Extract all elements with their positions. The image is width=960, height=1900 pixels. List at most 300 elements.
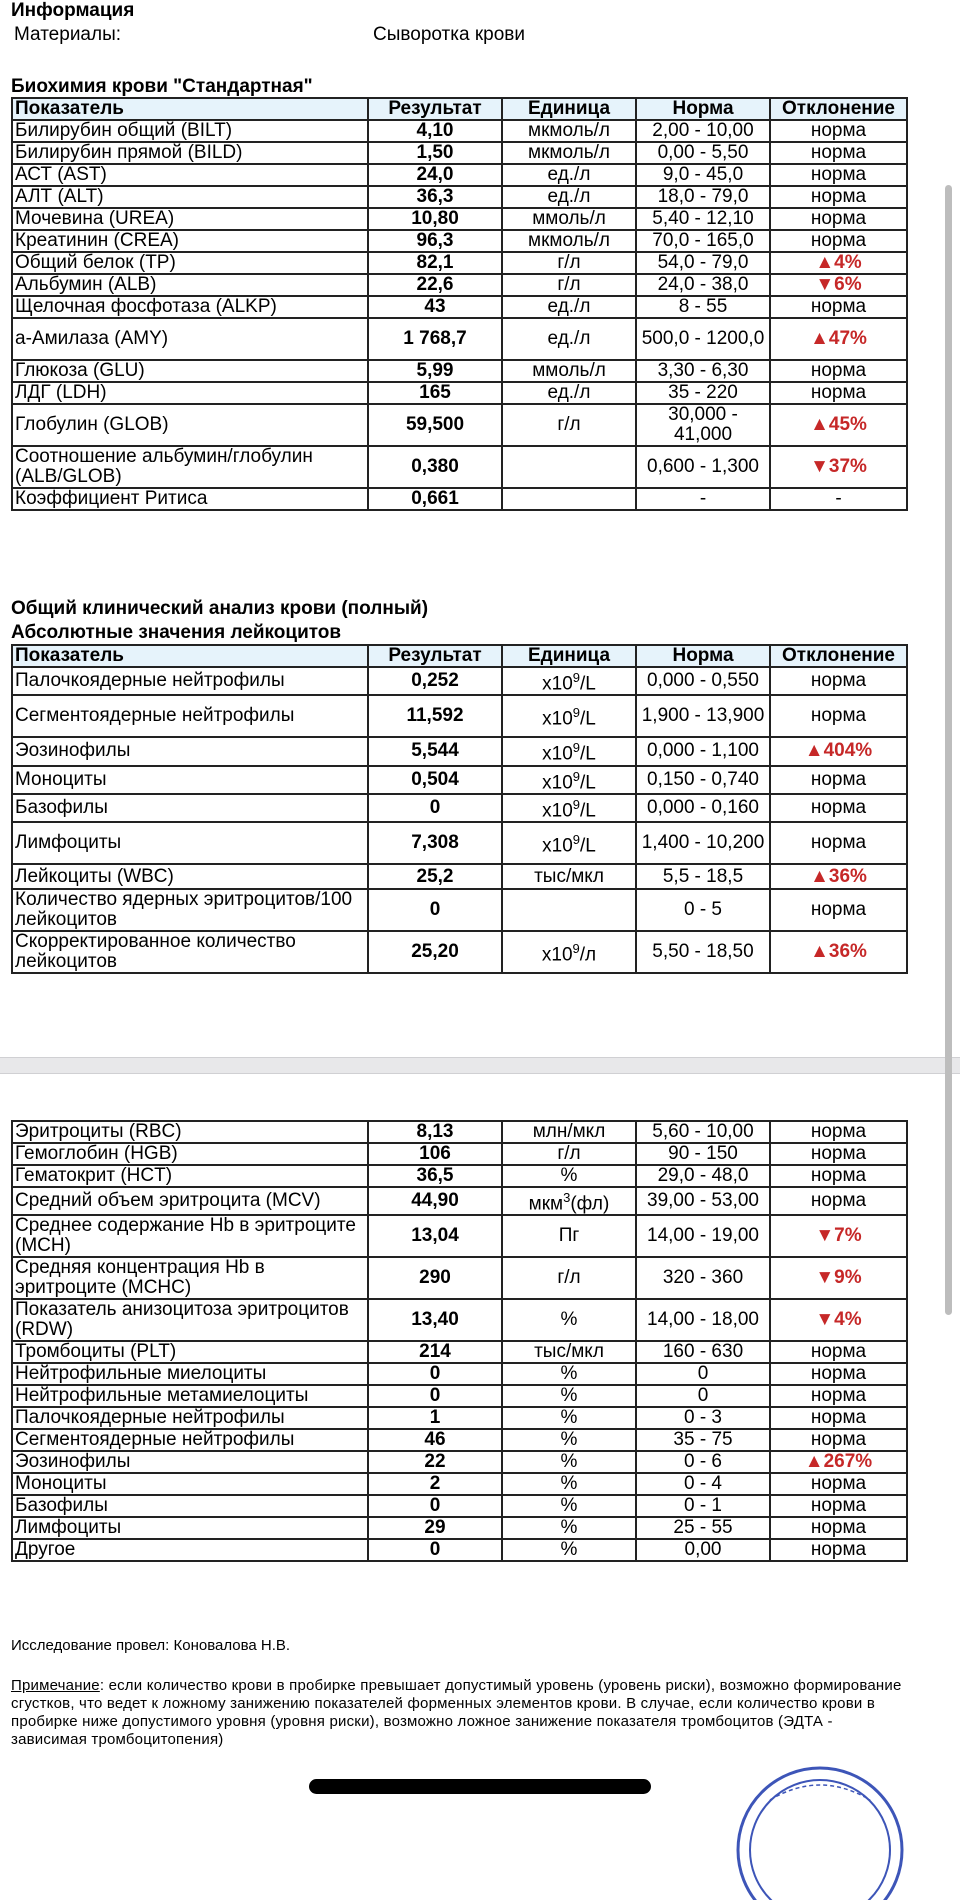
- result-value: 43: [368, 296, 502, 318]
- norm-range: 500,0 - 1200,0: [636, 318, 770, 360]
- deviation-cell: норма: [770, 1165, 907, 1187]
- indicator-name: Лимфоциты: [12, 822, 368, 864]
- deviation-cell: [770, 318, 907, 360]
- conducted-by: Исследование провел: Коновалова Н.В.: [11, 1637, 291, 1654]
- deviation-cell: норма: [770, 1363, 907, 1385]
- result-value: 82,1: [368, 252, 502, 274]
- table-row: [12, 1215, 907, 1257]
- col-unit-header: Единица: [502, 645, 636, 667]
- unit-suffix: /L: [580, 800, 596, 822]
- unit-cell: [502, 1451, 636, 1473]
- table-row: [12, 488, 907, 510]
- arrow-down-icon: ▼: [815, 274, 835, 295]
- deviation-cell: норма: [770, 360, 907, 382]
- arrow-up-icon: ▲: [804, 740, 824, 762]
- unit-cell: [502, 1341, 636, 1363]
- deviation-cell: норма: [770, 889, 907, 931]
- result-value: 8,13: [368, 1121, 502, 1143]
- table-row: [12, 120, 907, 142]
- unit-cell: [502, 1187, 636, 1215]
- indicator-name: Эозинофилы: [12, 1451, 368, 1473]
- result-value: 4,10: [368, 120, 502, 142]
- unit-text: %: [560, 1363, 578, 1385]
- col-indicator-header: Показатель: [12, 98, 368, 120]
- unit-text: %: [560, 1309, 578, 1331]
- deviation-value: 4%: [834, 252, 862, 273]
- unit-cell: [502, 1495, 636, 1517]
- table-row: [12, 360, 907, 382]
- indicator-name: Базофилы: [12, 1495, 368, 1517]
- norm-range: 0,000 - 1,100: [636, 737, 770, 765]
- unit-text: %: [560, 1495, 578, 1517]
- unit-cell: [502, 1299, 636, 1341]
- norm-range: 30,000 - 41,000: [636, 404, 770, 446]
- norm-range: 0,00 - 5,50: [636, 142, 770, 164]
- table-row: [12, 1451, 907, 1473]
- result-value: 29: [368, 1517, 502, 1539]
- table-row: [12, 931, 907, 973]
- norm-range: 5,40 - 12,10: [636, 208, 770, 230]
- biochem-title: Биохимия крови "Стандартная": [11, 76, 313, 97]
- deviation-cell: норма: [770, 208, 907, 230]
- indicator-name: Соотношение альбумин/глобулин (ALB/GLOB): [12, 446, 368, 488]
- norm-range: 54,0 - 79,0: [636, 252, 770, 274]
- deviation-cell: [770, 274, 907, 296]
- unit-text: %: [560, 1407, 578, 1429]
- table-row: [12, 404, 907, 446]
- deviation-cell: [770, 404, 907, 446]
- arrow-up-icon: ▲: [810, 328, 829, 349]
- indicator-name: Глобулин (GLOB): [12, 404, 368, 446]
- deviation-value: 9%: [834, 1267, 862, 1289]
- norm-range: 8 - 55: [636, 296, 770, 318]
- deviation-cell: норма: [770, 1539, 907, 1561]
- result-value: 22: [368, 1451, 502, 1473]
- deviation-value: 37%: [828, 456, 867, 477]
- deviation-value: 47%: [828, 328, 867, 349]
- norm-range: 1,400 - 10,200: [636, 822, 770, 864]
- table-row: [12, 667, 907, 695]
- deviation-cell: [770, 1257, 907, 1299]
- norm-range: 320 - 360: [636, 1257, 770, 1299]
- result-value: 106: [368, 1143, 502, 1165]
- deviation-cell: [770, 864, 907, 889]
- indicator-name: Показатель анизоцитоза эритроцитов (RDW): [12, 1299, 368, 1341]
- deviation-value: 6%: [834, 274, 862, 295]
- deviation-cell: норма: [770, 186, 907, 208]
- unit-suffix: (фл): [570, 1193, 610, 1215]
- unit-text: x10: [541, 944, 573, 966]
- unit-text: x10: [542, 771, 573, 793]
- indicator-name: Альбумин (ALB): [12, 274, 368, 296]
- result-value: 0,252: [368, 667, 502, 695]
- norm-range: 1,900 - 13,900: [636, 695, 770, 737]
- arrow-up-icon: ▲: [810, 865, 829, 887]
- arrow-up-icon: ▲: [815, 252, 835, 273]
- unit-cell: мкмоль/л: [502, 142, 636, 164]
- norm-range: 0 - 3: [636, 1407, 770, 1429]
- table-row: [12, 1257, 907, 1299]
- indicator-name: Мочевина (UREA): [12, 208, 368, 230]
- table-row: [12, 1385, 907, 1407]
- unit-cell: [502, 794, 636, 822]
- table-row: [12, 1539, 907, 1561]
- indicator-name: Сегментоядерные нейтрофилы: [12, 695, 368, 737]
- indicator-name: Скорректированное количество лейкоцитов: [12, 931, 368, 973]
- unit-cell: мкмоль/л: [502, 120, 636, 142]
- deviation-value: 45%: [828, 414, 867, 435]
- deviation-cell: [770, 1451, 907, 1473]
- table-row: [12, 296, 907, 318]
- deviation-cell: норма: [770, 1143, 907, 1165]
- norm-range: 35 - 220: [636, 382, 770, 404]
- result-value: 46: [368, 1429, 502, 1451]
- unit-cell: [502, 446, 636, 488]
- unit-text: г/л: [557, 1143, 581, 1164]
- table-row: [12, 1165, 907, 1187]
- table-row: [12, 1143, 907, 1165]
- result-value: 165: [368, 382, 502, 404]
- unit-cell: [502, 1121, 636, 1143]
- norm-range: 0 - 5: [636, 889, 770, 931]
- norm-range: 14,00 - 18,00: [636, 1299, 770, 1341]
- table-row: [12, 1429, 907, 1451]
- table-row: [12, 864, 907, 889]
- deviation-value: 404%: [823, 740, 873, 762]
- unit-cell: [502, 1407, 636, 1429]
- result-value: 13,04: [368, 1215, 502, 1257]
- deviation-cell: норма: [770, 667, 907, 695]
- indicator-name: Средний объем эритроцита (MCV): [12, 1187, 368, 1215]
- unit-cell: мкмоль/л: [502, 230, 636, 252]
- deviation-cell: норма: [770, 1473, 907, 1495]
- result-value: 0,661: [368, 488, 502, 510]
- deviation-cell: норма: [770, 1495, 907, 1517]
- table-header-row: [12, 98, 907, 120]
- col-result-header: Результат: [368, 98, 502, 120]
- unit-text: %: [560, 1165, 578, 1186]
- table-row: [12, 1341, 907, 1363]
- indicator-name: Палочкоядерные нейтрофилы: [12, 667, 368, 695]
- unit-exponent: 9: [572, 832, 580, 848]
- deviation-cell: [770, 1299, 907, 1341]
- unit-cell: [502, 1257, 636, 1299]
- norm-range: 0,600 - 1,300: [636, 446, 770, 488]
- unit-cell: г/л: [502, 274, 636, 296]
- unit-exponent: 9: [572, 768, 580, 784]
- indicator-name: Билирубин общий (BILT): [12, 120, 368, 142]
- norm-range: -: [636, 488, 770, 510]
- unit-text: млн/мкл: [532, 1121, 606, 1142]
- arrow-up-icon: ▲: [804, 1451, 824, 1473]
- deviation-cell: норма: [770, 1385, 907, 1407]
- arrow-down-icon: ▼: [810, 456, 829, 477]
- unit-text: %: [560, 1473, 578, 1495]
- result-value: 1: [368, 1407, 502, 1429]
- result-value: 13,40: [368, 1299, 502, 1341]
- note-text: : если количество крови в пробирке превышает допустимый уровень (уровень риски), возможно формирование сгустков, что ведет к ложному занижению показателей форменных элементов крови. В случае, если количество крови в пробирке ниже допустимого уровня (уровня риски), возможно ложное занижение показателя тромбоцитов (ЭДТА - зависимая тромбоцитопения): [11, 1677, 902, 1748]
- unit-cell: ед./л: [502, 318, 636, 360]
- result-value: 5,544: [368, 737, 502, 765]
- unit-exponent: 9: [572, 705, 580, 721]
- indicator-name: Нейтрофильные миелоциты: [12, 1363, 368, 1385]
- unit-cell: [502, 1143, 636, 1165]
- norm-range: 0,000 - 0,160: [636, 794, 770, 822]
- table-row: [12, 1299, 907, 1341]
- indicator-name: Другое: [12, 1539, 368, 1561]
- unit-text: x10: [542, 708, 573, 730]
- table-row: [12, 889, 907, 931]
- unit-suffix: /L: [580, 771, 596, 793]
- unit-cell: [502, 864, 636, 889]
- unit-text: %: [560, 1517, 578, 1539]
- unit-text: %: [560, 1451, 578, 1473]
- col-norm-header: Норма: [636, 645, 770, 667]
- materials-label: Материалы:: [14, 24, 122, 45]
- table-header-row: [12, 645, 907, 667]
- result-value: 36,5: [368, 1165, 502, 1187]
- unit-cell: [502, 667, 636, 695]
- unit-suffix: /L: [580, 673, 596, 695]
- indicator-name: Гематокрит (HCT): [12, 1165, 368, 1187]
- norm-range: 0 - 4: [636, 1473, 770, 1495]
- unit-cell: ммоль/л: [502, 360, 636, 382]
- unit-cell: [502, 1363, 636, 1385]
- norm-range: 0 - 1: [636, 1495, 770, 1517]
- deviation-cell: норма: [770, 382, 907, 404]
- deviation-cell: норма: [770, 120, 907, 142]
- unit-cell: [502, 1429, 636, 1451]
- arrow-down-icon: ▼: [815, 1309, 835, 1331]
- norm-range: 3,30 - 6,30: [636, 360, 770, 382]
- cbc-subtitle: Абсолютные значения лейкоцитов: [11, 622, 342, 643]
- unit-cell: ммоль/л: [502, 208, 636, 230]
- unit-cell: ед./л: [502, 186, 636, 208]
- deviation-cell: [770, 1215, 907, 1257]
- deviation-cell: норма: [770, 1341, 907, 1363]
- result-value: 1,50: [368, 142, 502, 164]
- deviation-cell: [770, 252, 907, 274]
- norm-range: 5,60 - 10,00: [636, 1121, 770, 1143]
- indicator-name: Билирубин прямой (BILD): [12, 142, 368, 164]
- scrollbar[interactable]: [945, 185, 952, 1315]
- table-row: [12, 1121, 907, 1143]
- result-value: 25,20: [368, 931, 502, 973]
- unit-exponent: 9: [572, 670, 580, 685]
- unit-suffix: /L: [580, 835, 596, 857]
- unit-exponent: 9: [572, 796, 580, 812]
- table-row: [12, 766, 907, 794]
- result-value: 0: [368, 1385, 502, 1407]
- deviation-cell: норма: [770, 1187, 907, 1215]
- norm-range: 90 - 150: [636, 1143, 770, 1165]
- table-row: [12, 382, 907, 404]
- unit-suffix: /L: [580, 708, 596, 730]
- result-value: 0: [368, 889, 502, 931]
- unit-cell: [502, 931, 636, 973]
- rbc-table: [11, 1120, 908, 1562]
- indicator-name: АСТ (AST): [12, 164, 368, 186]
- deviation-cell: норма: [770, 695, 907, 737]
- deviation-value: 4%: [834, 1309, 862, 1331]
- indicator-name: Щелочная фосфотаза (ALKP): [12, 296, 368, 318]
- norm-range: 2,00 - 10,00: [636, 120, 770, 142]
- unit-cell: [502, 488, 636, 510]
- arrow-up-icon: ▲: [810, 941, 829, 963]
- indicator-name: Средняя концентрация Нb в эритроците (MCHC): [12, 1257, 368, 1299]
- unit-cell: [502, 1385, 636, 1407]
- result-value: 44,90: [368, 1187, 502, 1215]
- result-value: 0: [368, 1363, 502, 1385]
- norm-range: 0,00: [636, 1539, 770, 1561]
- col-deviation-header: Отклонение: [770, 98, 907, 120]
- result-value: 11,592: [368, 695, 502, 737]
- result-value: 214: [368, 1341, 502, 1363]
- note: [11, 1677, 911, 1749]
- indicator-name: Среднее содержание Нb в эритроците (MCH): [12, 1215, 368, 1257]
- home-indicator[interactable]: [309, 1779, 651, 1794]
- result-value: 0: [368, 1539, 502, 1561]
- indicator-name: а-Амилаза (AMY): [12, 318, 368, 360]
- unit-cell: г/л: [502, 404, 636, 446]
- indicator-name: Нейтрофильные метамиелоциты: [12, 1385, 368, 1407]
- indicator-name: Глюкоза (GLU): [12, 360, 368, 382]
- unit-suffix: /L: [580, 743, 596, 765]
- unit-cell: [502, 1165, 636, 1187]
- deviation-cell: норма: [770, 822, 907, 864]
- deviation-cell: норма: [770, 164, 907, 186]
- indicator-name: ЛДГ (LDH): [12, 382, 368, 404]
- result-value: 96,3: [368, 230, 502, 252]
- table-row: [12, 318, 907, 360]
- norm-range: 0,150 - 0,740: [636, 766, 770, 794]
- unit-cell: [502, 1473, 636, 1495]
- norm-range: 160 - 630: [636, 1341, 770, 1363]
- indicator-name: Лейкоциты (WBC): [12, 864, 368, 889]
- unit-text: Пг: [558, 1225, 580, 1247]
- table-row: [12, 142, 907, 164]
- lab-stamp-icon: [730, 1750, 910, 1900]
- table-row: [12, 1187, 907, 1215]
- norm-range: 0,000 - 0,550: [636, 667, 770, 695]
- col-indicator-header: Показатель: [12, 645, 368, 667]
- norm-range: 39,00 - 53,00: [636, 1187, 770, 1215]
- deviation-cell: норма: [770, 142, 907, 164]
- deviation-cell: норма: [770, 1429, 907, 1451]
- norm-range: 9,0 - 45,0: [636, 164, 770, 186]
- deviation-cell: норма: [770, 794, 907, 822]
- unit-cell: [502, 1539, 636, 1561]
- deviation-cell: норма: [770, 766, 907, 794]
- unit-exponent: 9: [572, 941, 580, 957]
- arrow-down-icon: ▼: [815, 1225, 835, 1247]
- table-row: [12, 737, 907, 765]
- unit-cell: [502, 1517, 636, 1539]
- unit-cell: [502, 822, 636, 864]
- deviation-value: 36%: [828, 941, 867, 963]
- norm-range: 5,50 - 18,50: [636, 931, 770, 973]
- unit-text: мкм: [528, 1193, 564, 1215]
- result-value: 290: [368, 1257, 502, 1299]
- norm-range: 0 - 6: [636, 1451, 770, 1473]
- cbc-table: [11, 644, 908, 974]
- deviation-cell: [770, 931, 907, 973]
- table-row: [12, 1407, 907, 1429]
- deviation-cell: норма: [770, 1407, 907, 1429]
- col-result-header: Результат: [368, 645, 502, 667]
- norm-range: 0: [636, 1363, 770, 1385]
- unit-text: г/л: [557, 1267, 581, 1289]
- unit-text: %: [560, 1385, 578, 1407]
- arrow-up-icon: ▲: [810, 414, 829, 435]
- indicator-name: Палочкоядерные нейтрофилы: [12, 1407, 368, 1429]
- deviation-cell: норма: [770, 1121, 907, 1143]
- table-row: [12, 794, 907, 822]
- norm-range: 14,00 - 19,00: [636, 1215, 770, 1257]
- unit-cell: [502, 737, 636, 765]
- result-value: 7,308: [368, 822, 502, 864]
- deviation-cell: [770, 446, 907, 488]
- result-value: 0,380: [368, 446, 502, 488]
- indicator-name: Креатинин (CREA): [12, 230, 368, 252]
- unit-text: %: [560, 1539, 578, 1561]
- norm-range: 24,0 - 38,0: [636, 274, 770, 296]
- unit-cell: [502, 889, 636, 931]
- unit-cell: [502, 1215, 636, 1257]
- result-value: 22,6: [368, 274, 502, 296]
- table-row: [12, 446, 907, 488]
- result-value: 1 768,7: [368, 318, 502, 360]
- indicator-name: Моноциты: [12, 766, 368, 794]
- unit-cell: [502, 766, 636, 794]
- table-row: [12, 1517, 907, 1539]
- result-value: 5,99: [368, 360, 502, 382]
- deviation-cell: норма: [770, 296, 907, 318]
- norm-range: 18,0 - 79,0: [636, 186, 770, 208]
- indicator-name: Лимфоциты: [12, 1517, 368, 1539]
- result-value: 36,3: [368, 186, 502, 208]
- unit-exponent: 9: [572, 740, 580, 756]
- norm-range: 25 - 55: [636, 1517, 770, 1539]
- table-row: [12, 186, 907, 208]
- unit-text: тыс/мкл: [534, 865, 604, 887]
- deviation-cell: [770, 737, 907, 765]
- biochem-table: [11, 97, 908, 511]
- unit-exponent: 3: [563, 1190, 571, 1205]
- norm-range: 35 - 75: [636, 1429, 770, 1451]
- deviation-value: 267%: [823, 1451, 873, 1473]
- indicator-name: Коэффициент Ритиса: [12, 488, 368, 510]
- table-row: [12, 1495, 907, 1517]
- indicator-name: Эозинофилы: [12, 737, 368, 765]
- table-row: [12, 208, 907, 230]
- unit-cell: ед./л: [502, 382, 636, 404]
- indicator-name: Общий белок (TP): [12, 252, 368, 274]
- materials-value: Сыворотка крови: [373, 24, 525, 45]
- indicator-name: Эритроциты (RBC): [12, 1121, 368, 1143]
- cbc-title: Общий клинический анализ крови (полный): [11, 598, 429, 619]
- indicator-name: Количество ядерных эритроцитов/100 лейкоцитов: [12, 889, 368, 931]
- indicator-name: Тромбоциты (PLT): [12, 1341, 368, 1363]
- deviation-cell: -: [770, 488, 907, 510]
- result-value: 59,500: [368, 404, 502, 446]
- unit-cell: г/л: [502, 252, 636, 274]
- norm-range: 29,0 - 48,0: [636, 1165, 770, 1187]
- unit-text: x10: [542, 835, 573, 857]
- table-row: [12, 822, 907, 864]
- table-row: [12, 274, 907, 296]
- table-row: [12, 695, 907, 737]
